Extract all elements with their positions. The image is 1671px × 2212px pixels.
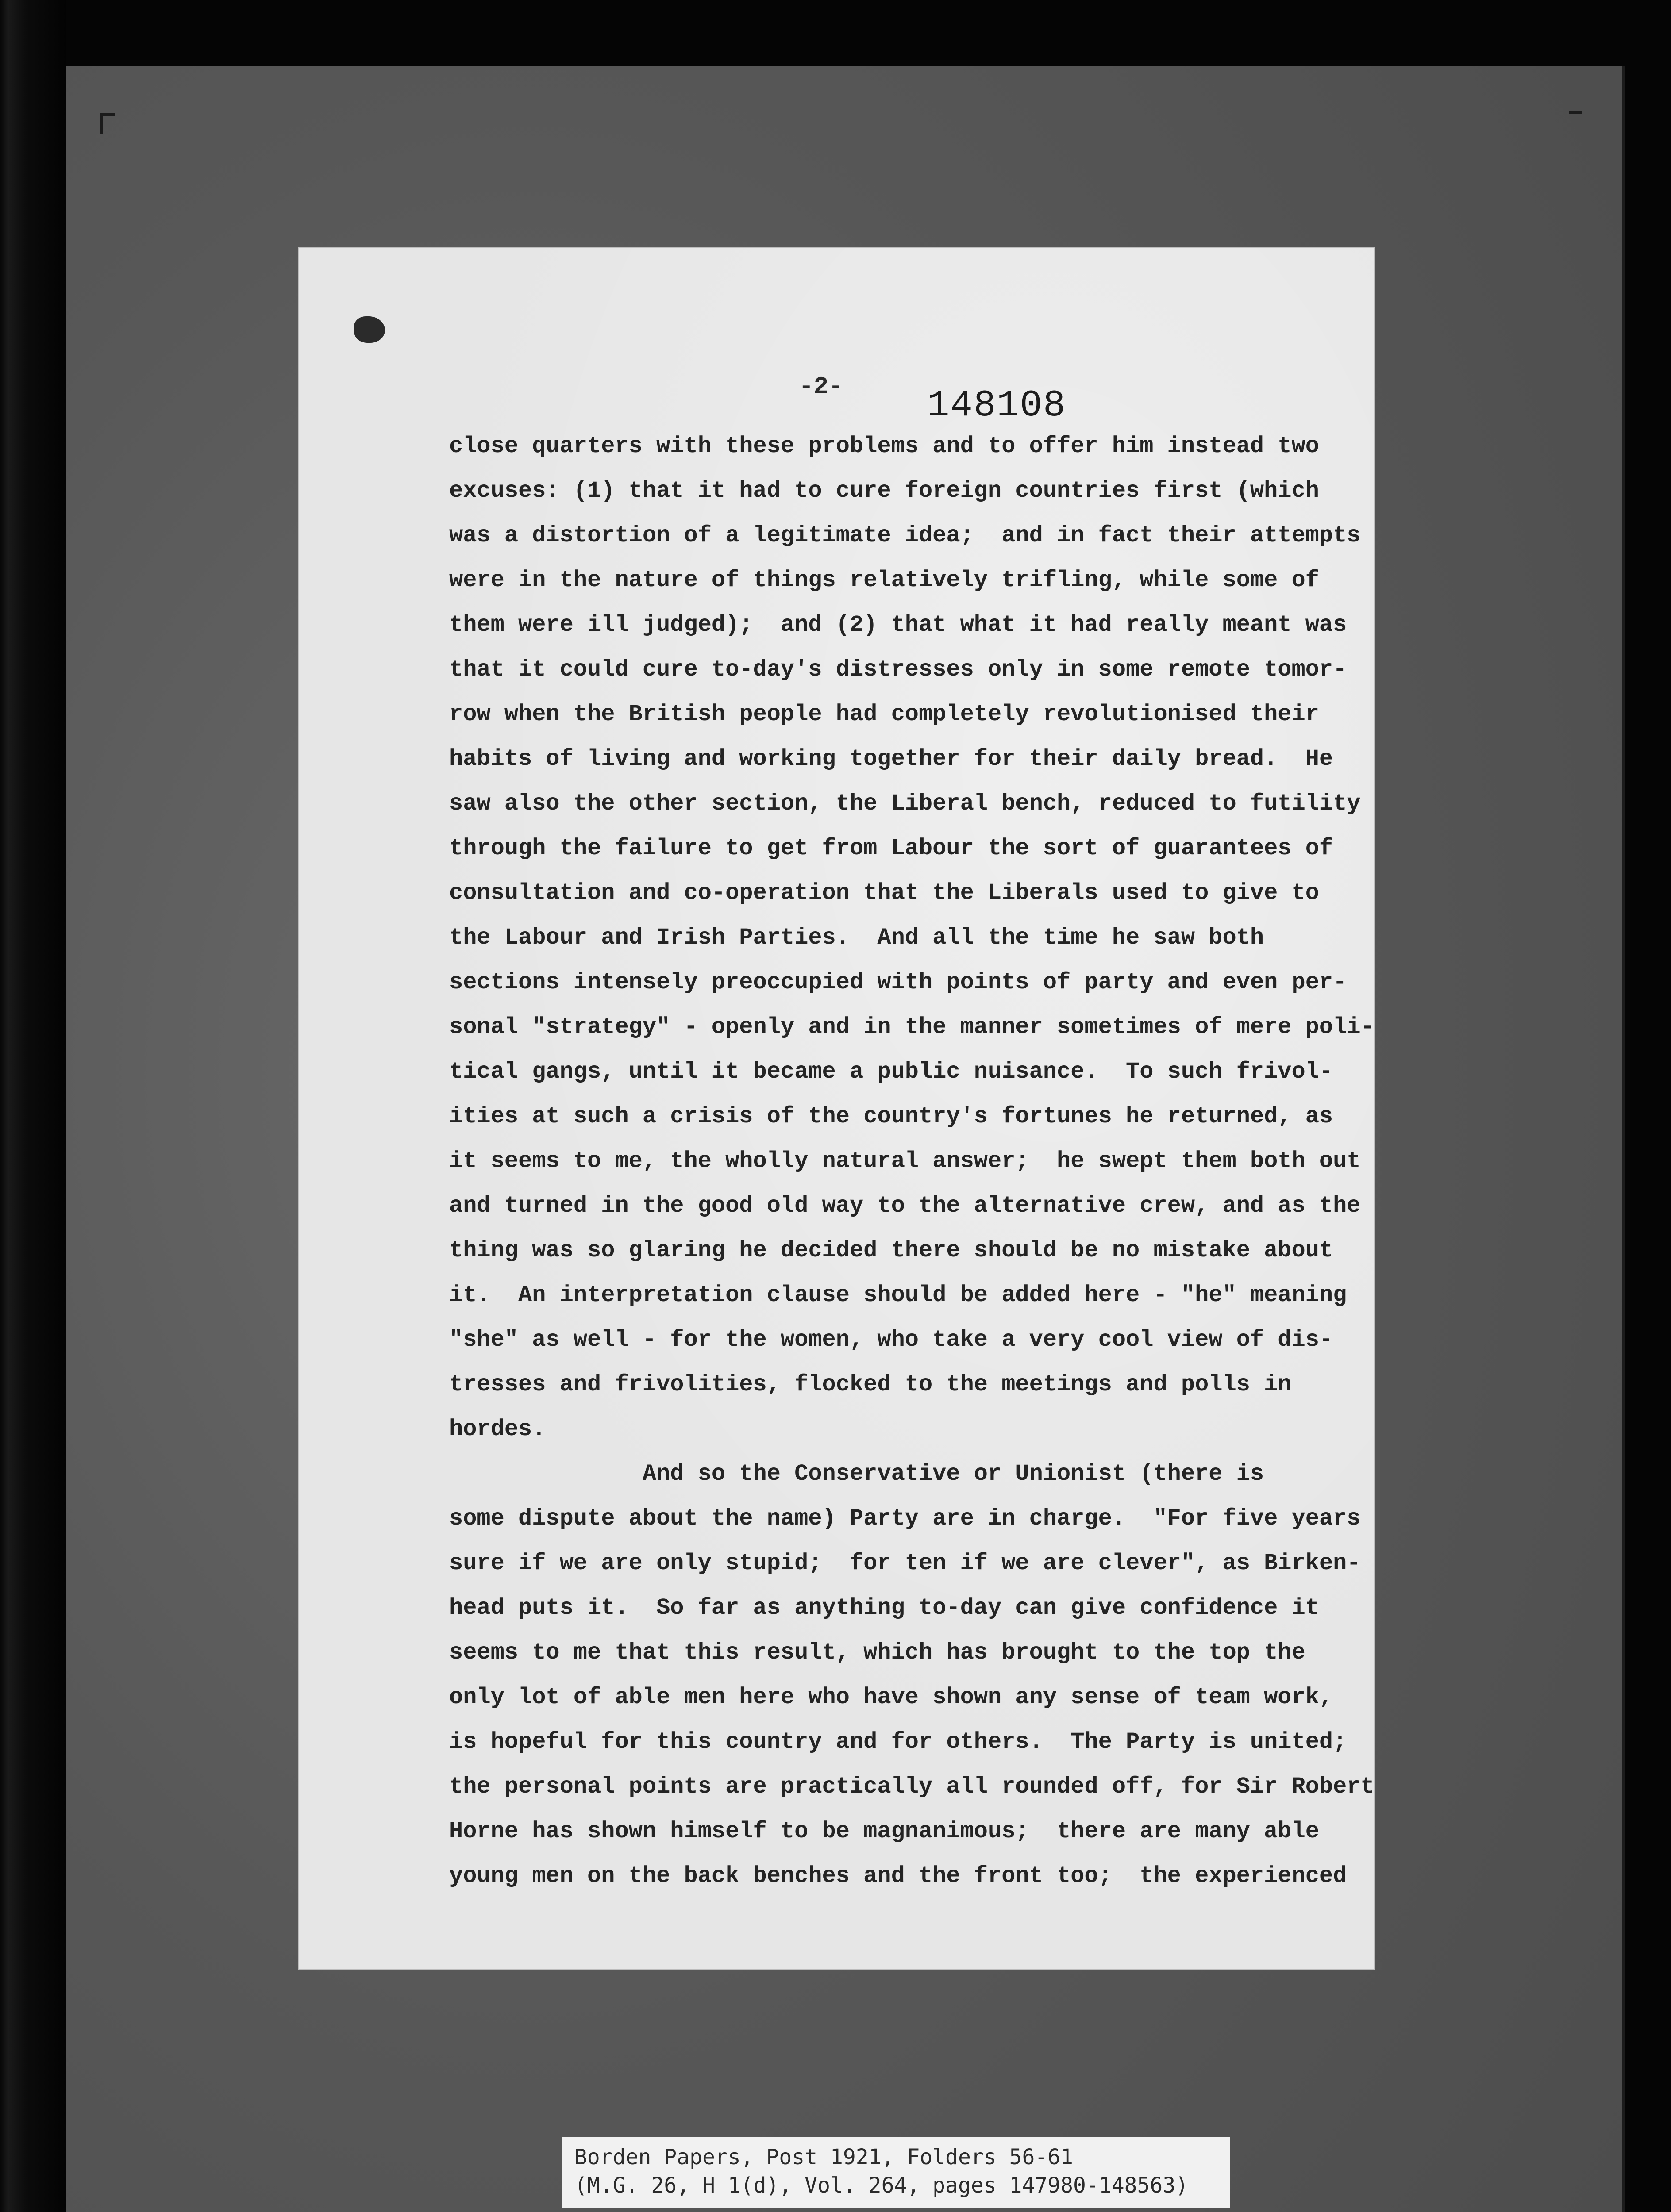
text-line: row when the British people had completely revolutionised their <box>449 701 1319 727</box>
text-line: habits of living and working together for their daily bread. He <box>449 746 1333 772</box>
text-line: through the failure to get from Labour the sort of guarantees of <box>449 835 1333 861</box>
typed-body-text <box>449 424 1378 1898</box>
text-line: thing was so glaring he decided there should be no mistake about <box>449 1237 1333 1263</box>
text-line: that it could cure to-day's distresses only in some remote tomor- <box>449 657 1347 683</box>
text-line: only lot of able men here who have shown any sense of team work, <box>449 1684 1333 1710</box>
text-line: close quarters with these problems and to offer him instead two <box>449 433 1319 459</box>
text-line: saw also the other section, the Liberal bench, reduced to futility <box>449 791 1361 817</box>
document-page <box>299 248 1374 1969</box>
page-number: -2- <box>799 373 843 401</box>
text-line: the personal points are practically all rounded off, for Sir Robert <box>449 1774 1375 1800</box>
text-line: were in the nature of things relatively trifling, while some of <box>449 567 1319 593</box>
text-line: it. An interpretation clause should be added here - "he" meaning <box>449 1282 1347 1308</box>
text-line: tresses and frivolities, flocked to the meetings and polls in <box>449 1371 1292 1398</box>
document-number: 148108 <box>927 385 1067 427</box>
text-line: seems to me that this result, which has brought to the top the <box>449 1640 1305 1666</box>
corner-mark-top-left <box>100 113 115 134</box>
text-line: consultation and co-operation that the Liberals used to give to <box>449 880 1319 906</box>
text-line: tical gangs, until it became a public nuisance. To such frivol- <box>449 1059 1333 1085</box>
text-line: some dispute about the name) Party are in charge. "For five years <box>449 1505 1361 1532</box>
reference-label <box>562 2137 1230 2208</box>
text-line: it seems to me, the wholly natural answer; he swept them both out <box>449 1148 1361 1174</box>
text-line: And so the Conservative or Unionist (there is <box>449 1461 1264 1487</box>
corner-mark-top-right <box>1569 111 1582 114</box>
text-line: head puts it. So far as anything to-day can give confidence it <box>449 1595 1319 1621</box>
punch-hole-icon <box>354 316 385 343</box>
text-line: Horne has shown himself to be magnanimous; there are many able <box>449 1818 1319 1844</box>
text-line: "she" as well - for the women, who take a very cool view of dis- <box>449 1327 1333 1353</box>
text-line: young men on the back benches and the front too; the experienced <box>449 1863 1347 1889</box>
text-line: and turned in the good old way to the alternative crew, and as the <box>449 1193 1361 1219</box>
text-line: sure if we are only stupid; for ten if we are clever", as Birken- <box>449 1550 1361 1576</box>
text-line: them were ill judged); and (2) that what it had really meant was <box>449 612 1347 638</box>
text-line: the Labour and Irish Parties. And all the time he saw both <box>449 925 1264 951</box>
text-line: is hopeful for this country and for others. The Party is united; <box>449 1729 1347 1755</box>
text-line: hordes. <box>449 1416 546 1442</box>
text-line: ities at such a crisis of the country's fortunes he returned, as <box>449 1103 1333 1129</box>
film-edge <box>0 0 66 2212</box>
text-line: sonal "strategy" - openly and in the manner sometimes of mere poli- <box>449 1014 1375 1040</box>
reference-line-2: (M.G. 26, H 1(d), Vol. 264, pages 147980-148563) <box>574 2173 1189 2198</box>
reference-line-1: Borden Papers, Post 1921, Folders 56-61 <box>574 2145 1074 2170</box>
text-line: sections intensely preoccupied with points of party and even per- <box>449 969 1347 995</box>
text-line: was a distortion of a legitimate idea; and in fact their attempts <box>449 522 1361 549</box>
text-line: excuses: (1) that it had to cure foreign countries first (which <box>449 478 1319 504</box>
